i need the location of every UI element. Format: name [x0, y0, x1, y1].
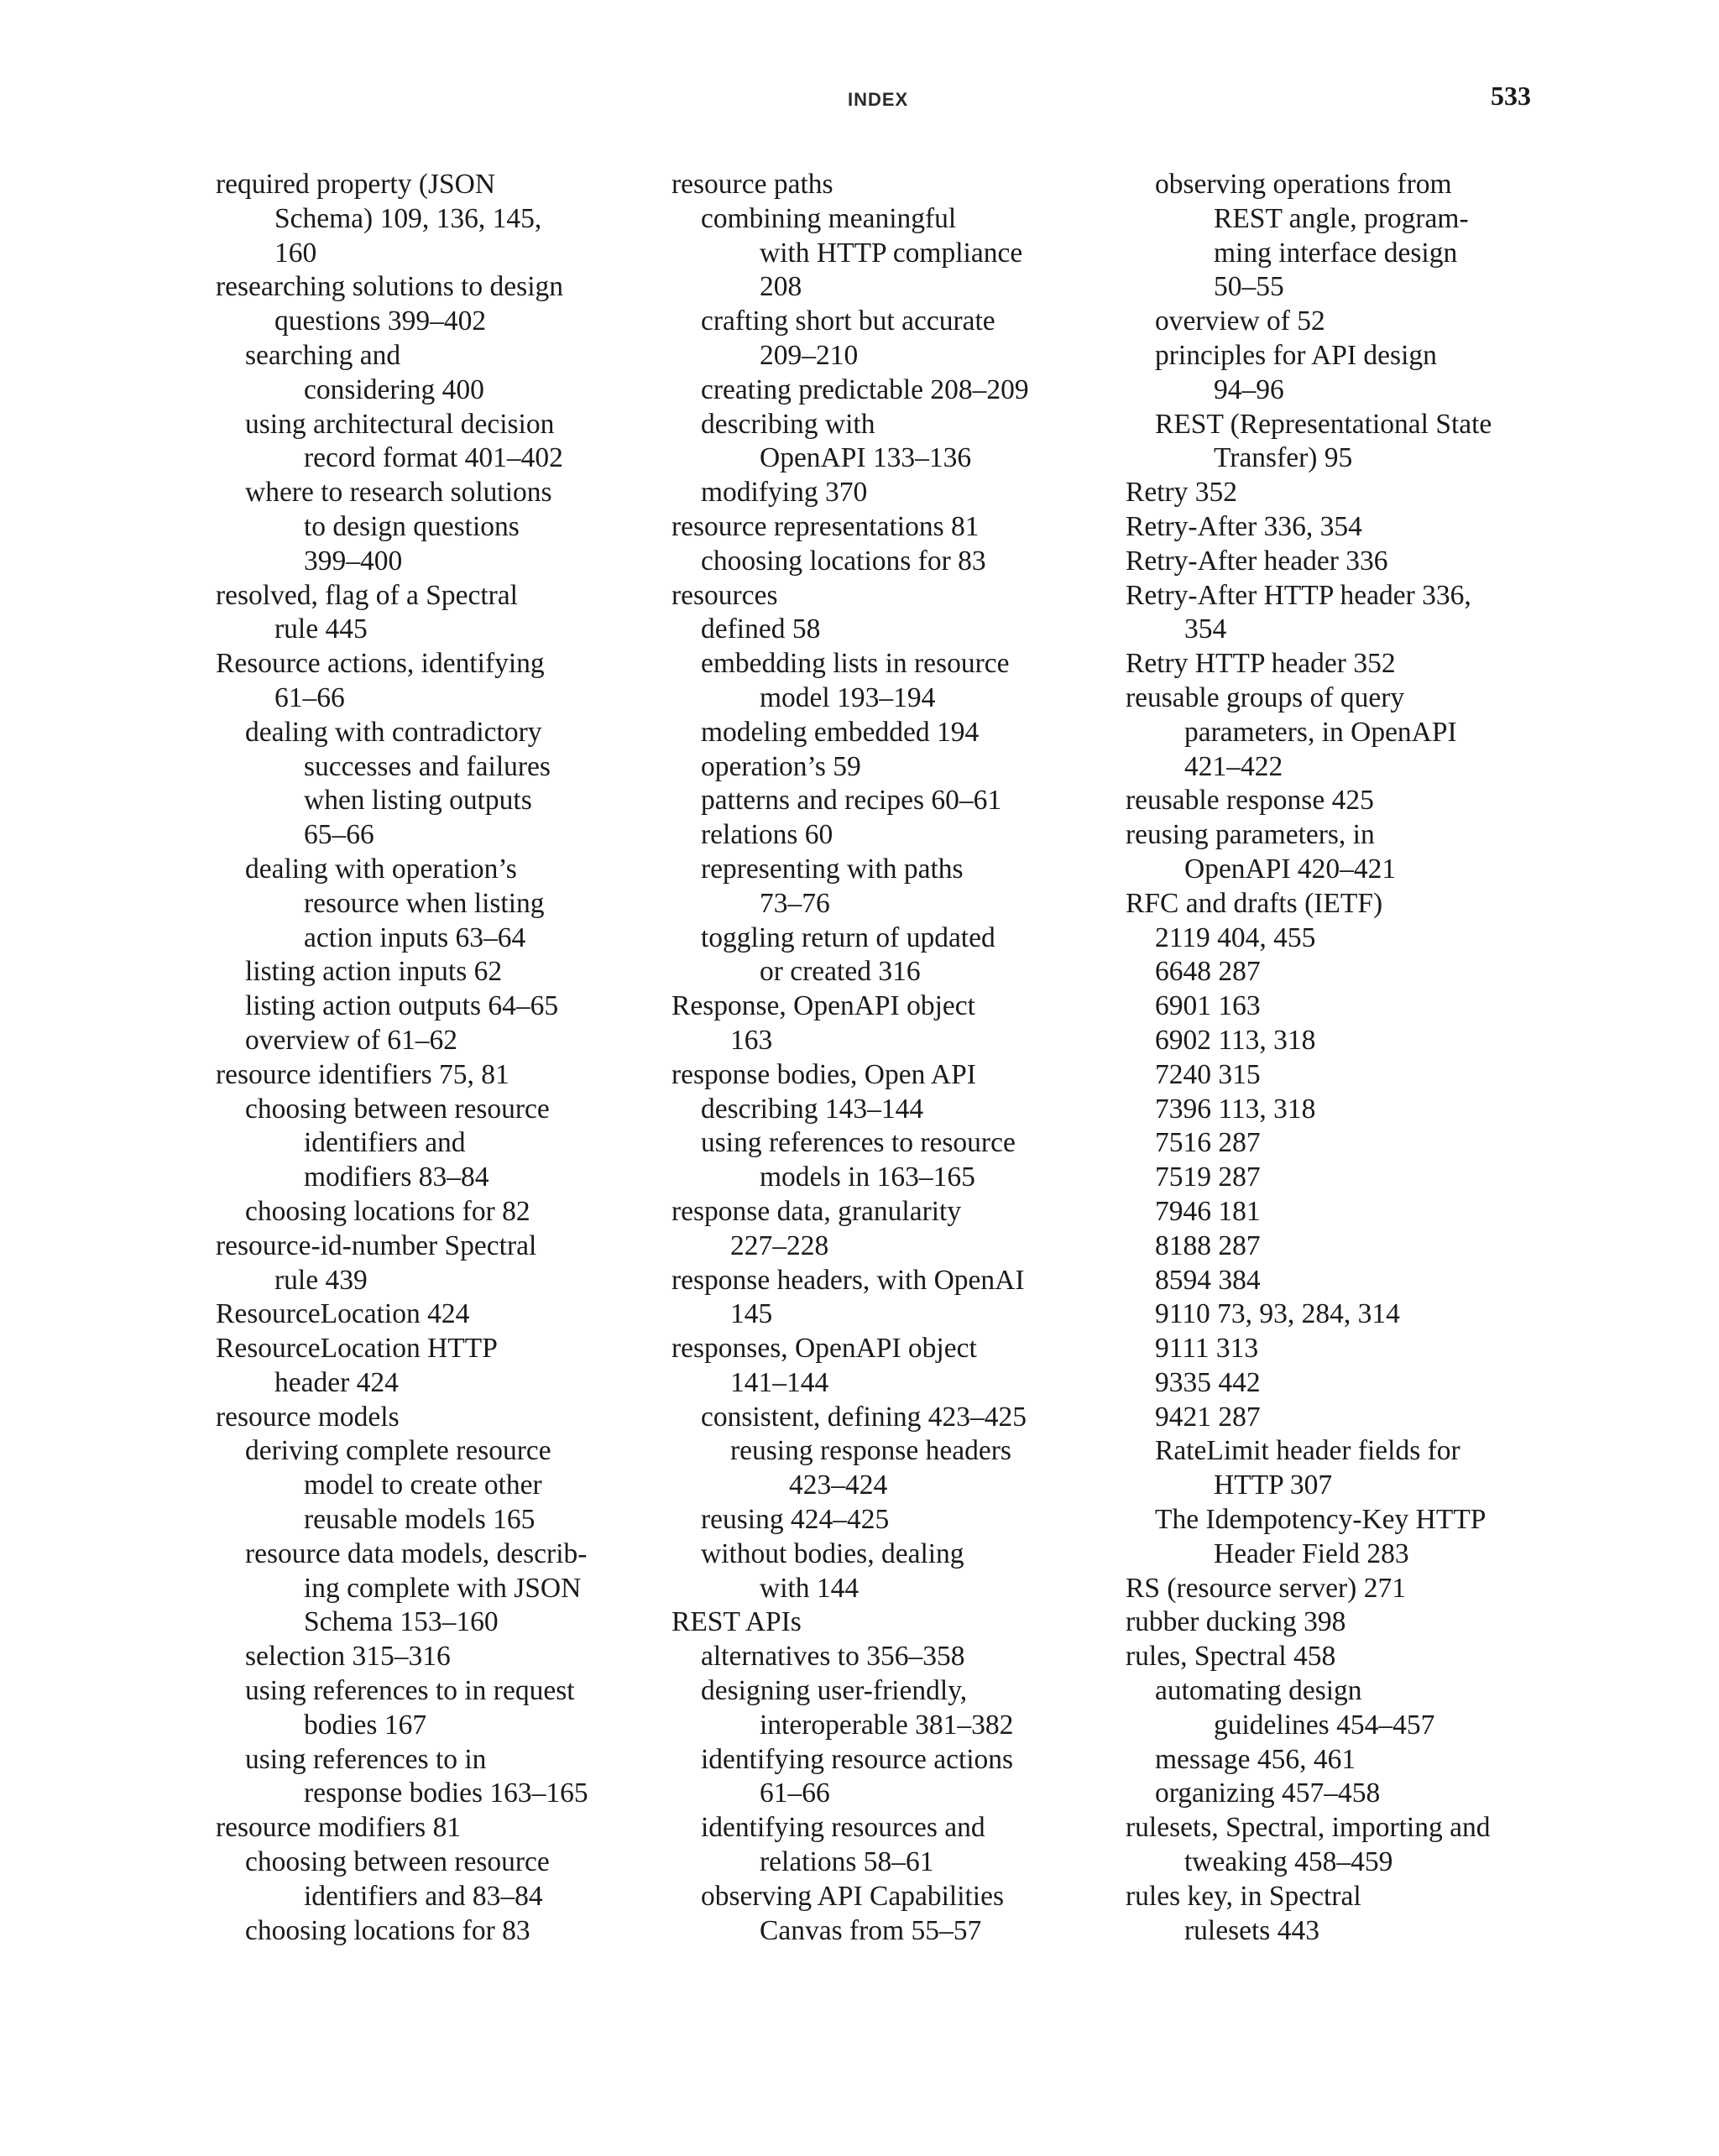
index-line: identifying resource actions	[701, 1743, 1014, 1775]
index-line: rule 445	[274, 613, 368, 645]
index-line: REST APIs	[671, 1606, 802, 1638]
index-line: response data, granularity	[671, 1195, 962, 1227]
index-line: searching and	[245, 339, 401, 371]
index-line: principles for API design	[1155, 339, 1437, 371]
index-line: 7519 287	[1155, 1162, 1261, 1193]
index-line: model to create other	[304, 1470, 542, 1501]
index-line: Canvas from 55–57	[760, 1914, 982, 1946]
index-line: parameters, in OpenAPI	[1184, 716, 1457, 748]
index-line: Retry HTTP header 352	[1126, 648, 1396, 680]
index-line: guidelines 454–457	[1214, 1709, 1435, 1741]
index-line: alternatives to 356–358	[701, 1641, 965, 1673]
index-line: 8188 287	[1155, 1229, 1261, 1261]
index-line: overview of 61–62	[245, 1024, 458, 1056]
index-line: listing action outputs 64–65	[245, 990, 559, 1022]
index-line: ResourceLocation 424	[216, 1298, 470, 1330]
index-line: reusing 424–425	[701, 1504, 890, 1536]
index-column-1	[216, 168, 648, 1948]
index-line: relations 60	[701, 819, 833, 851]
index-line: responses, OpenAPI object	[671, 1333, 977, 1365]
index-line: ing complete with JSON	[304, 1572, 582, 1604]
index-line: defined 58	[701, 613, 821, 645]
index-line: interoperable 381–382	[760, 1709, 1014, 1741]
index-line: 65–66	[304, 819, 374, 851]
index-line: using references to in request	[245, 1675, 575, 1707]
index-line: RS (resource server) 271	[1126, 1572, 1406, 1604]
index-line: choosing locations for 83	[245, 1914, 530, 1946]
index-line: listing action inputs 62	[245, 956, 503, 988]
index-line: reusing response headers	[730, 1435, 1011, 1467]
index-line: modeling embedded 194	[701, 716, 980, 748]
index-line: identifiers and 83–84	[304, 1880, 543, 1912]
index-line: reusable response 425	[1126, 785, 1374, 817]
index-line: choosing locations for 82	[245, 1195, 530, 1227]
index-line: when listing outputs	[304, 785, 532, 817]
index-line: record format 401–402	[304, 442, 563, 474]
index-line: response bodies, Open API	[671, 1058, 976, 1090]
index-line: RFC and drafts (IETF)	[1126, 887, 1383, 919]
index-line: Response, OpenAPI object	[671, 990, 975, 1022]
index-line: 399–400	[304, 545, 403, 577]
index-line: toggling return of updated	[701, 921, 995, 953]
index-line: Retry 352	[1126, 477, 1238, 509]
index-line: where to research solutions	[245, 477, 552, 509]
index-line: questions 399–402	[274, 305, 487, 337]
index-line: identifying resources and	[701, 1812, 985, 1844]
index-line: 354	[1184, 613, 1227, 645]
index-line: rules, Spectral 458	[1126, 1641, 1336, 1673]
index-line: Header Field 283	[1214, 1537, 1409, 1569]
index-line: with HTTP compliance	[760, 237, 1023, 269]
index-line: operation’s 59	[701, 750, 861, 782]
index-line: rulesets, Spectral, importing and	[1126, 1812, 1491, 1844]
index-line: 6901 163	[1155, 990, 1261, 1022]
index-line: creating predictable 208–209	[701, 373, 1029, 405]
index-line: 9421 287	[1155, 1401, 1261, 1433]
index-line: reusing parameters, in	[1126, 819, 1375, 851]
index-line: response headers, with OpenAI	[671, 1264, 1025, 1296]
index-line: deriving complete resource	[245, 1435, 551, 1467]
index-line: rule 439	[274, 1264, 368, 1296]
index-line: overview of 52	[1155, 305, 1325, 337]
index-line: without bodies, dealing	[701, 1537, 964, 1569]
index-line: resource-id-number Spectral	[216, 1229, 537, 1261]
index-line: resources	[671, 579, 778, 611]
index-line: 145	[730, 1298, 773, 1330]
index-line: organizing 457–458	[1155, 1778, 1381, 1809]
index-line: using architectural decision	[245, 408, 555, 440]
index-line: bodies 167	[304, 1709, 427, 1741]
index-line: message 456, 461	[1155, 1743, 1356, 1775]
index-line: observing API Capabilities	[701, 1880, 1005, 1912]
index-line: 421–422	[1184, 750, 1283, 782]
index-line: 6902 113, 318	[1155, 1024, 1316, 1056]
index-line: dealing with operation’s	[245, 853, 517, 885]
index-line: Resource actions, identifying	[216, 648, 545, 680]
index-line: patterns and recipes 60–61	[701, 785, 1002, 817]
index-line: designing user-friendly,	[701, 1675, 968, 1707]
index-line: resource representations 81	[671, 510, 980, 542]
index-line: 209–210	[760, 339, 859, 371]
index-line: dealing with contradictory	[245, 716, 542, 748]
page-number: 533	[1491, 81, 1531, 111]
index-line: 7396 113, 318	[1155, 1093, 1316, 1125]
index-line: model 193–194	[760, 681, 936, 713]
index-line: Retry-After HTTP header 336,	[1126, 579, 1471, 611]
index-line: resource modifiers 81	[216, 1812, 462, 1844]
index-line: action inputs 63–64	[304, 921, 526, 953]
running-header: INDEX	[848, 89, 909, 110]
index-line: The Idempotency-Key HTTP	[1155, 1504, 1486, 1536]
index-line: REST (Representational State	[1155, 408, 1492, 440]
index-line: rulesets 443	[1184, 1914, 1319, 1946]
index-line: header 424	[274, 1366, 399, 1398]
index-line: identifiers and	[304, 1127, 466, 1159]
index-line: considering 400	[304, 373, 484, 405]
index-line: Transfer) 95	[1214, 442, 1353, 474]
index-line: consistent, defining 423–425	[701, 1401, 1027, 1433]
index-line: using references to in	[245, 1743, 487, 1775]
index-line: choosing between resource	[245, 1846, 550, 1878]
index-line: relations 58–61	[760, 1846, 934, 1878]
index-line: 9335 442	[1155, 1366, 1261, 1398]
index-line: choosing between resource	[245, 1093, 550, 1125]
index-line: selection 315–316	[245, 1641, 451, 1673]
index-line: rules key, in Spectral	[1126, 1880, 1361, 1912]
index-line: rubber ducking 398	[1126, 1606, 1346, 1638]
index-line: Retry-After 336, 354	[1126, 510, 1362, 542]
index-line: 2119 404, 455	[1155, 921, 1316, 953]
index-line: 7946 181	[1155, 1195, 1261, 1227]
index-line: tweaking 458–459	[1184, 1846, 1393, 1878]
index-line: 160	[274, 237, 317, 269]
index-line: researching solutions to design	[216, 271, 564, 303]
index-line: 73–76	[760, 887, 830, 919]
index-line: with 144	[760, 1572, 860, 1604]
index-line: Schema 153–160	[304, 1606, 499, 1638]
index-line: Schema) 109, 136, 145,	[274, 202, 542, 234]
index-line: modifiers 83–84	[304, 1162, 489, 1193]
index-line: reusable models 165	[304, 1504, 536, 1536]
index-line: resource models	[216, 1401, 400, 1433]
index-line: 227–228	[730, 1229, 829, 1261]
index-line: automating design	[1155, 1675, 1362, 1707]
index-line: required property (JSON	[216, 169, 496, 200]
index-line: describing with	[701, 408, 875, 440]
index-line: describing 143–144	[701, 1093, 924, 1125]
index-line: combining meaningful	[701, 202, 957, 234]
index-line: 423–424	[789, 1470, 888, 1501]
index-line: Retry-After header 336	[1126, 545, 1388, 577]
index-line: resource identifiers 75, 81	[216, 1058, 509, 1090]
index-line: 208	[760, 271, 802, 303]
index-line: to design questions	[304, 510, 520, 542]
index-column-3	[1126, 168, 1562, 1948]
index-line: REST angle, program-	[1214, 202, 1469, 234]
index-line: 61–66	[274, 681, 345, 713]
index-line: OpenAPI 420–421	[1184, 853, 1397, 885]
index-line: resource when listing	[304, 887, 545, 919]
index-line: 6648 287	[1155, 956, 1261, 988]
index-line: observing operations from	[1155, 169, 1452, 200]
index-line: using references to resource	[701, 1127, 1016, 1159]
index-line: embedding lists in resource	[701, 648, 1010, 680]
index-line: representing with paths	[701, 853, 964, 885]
index-line: choosing locations for 83	[701, 545, 986, 577]
index-line: response bodies 163–165	[304, 1778, 588, 1809]
index-line: 163	[730, 1024, 773, 1056]
index-line: 94–96	[1214, 373, 1284, 405]
index-line: 7516 287	[1155, 1127, 1261, 1159]
index-column-2	[671, 168, 1108, 1948]
index-line: crafting short but accurate	[701, 305, 995, 337]
index-line: 141–144	[730, 1366, 829, 1398]
index-line: resolved, flag of a Spectral	[216, 579, 518, 611]
index-line: successes and failures	[304, 750, 551, 782]
index-line: 50–55	[1214, 271, 1284, 303]
index-line: 8594 384	[1155, 1264, 1261, 1296]
index-line: OpenAPI 133–136	[760, 442, 972, 474]
index-line: modifying 370	[701, 477, 868, 509]
index-line: HTTP 307	[1214, 1470, 1333, 1501]
index-line: models in 163–165	[760, 1162, 975, 1193]
index-line: resource data models, describ-	[245, 1537, 588, 1569]
index-line: reusable groups of query	[1126, 681, 1405, 713]
index-line: 7240 315	[1155, 1058, 1261, 1090]
index-line: ming interface design	[1214, 237, 1458, 269]
index-line: or created 316	[760, 956, 921, 988]
index-line: resource paths	[671, 169, 833, 200]
index-line: 9111 313	[1155, 1333, 1259, 1365]
index-line: 61–66	[760, 1778, 830, 1809]
index-line: RateLimit header fields for	[1155, 1435, 1460, 1467]
index-line: ResourceLocation HTTP	[216, 1333, 498, 1365]
index-line: 9110 73, 93, 284, 314	[1155, 1298, 1400, 1330]
